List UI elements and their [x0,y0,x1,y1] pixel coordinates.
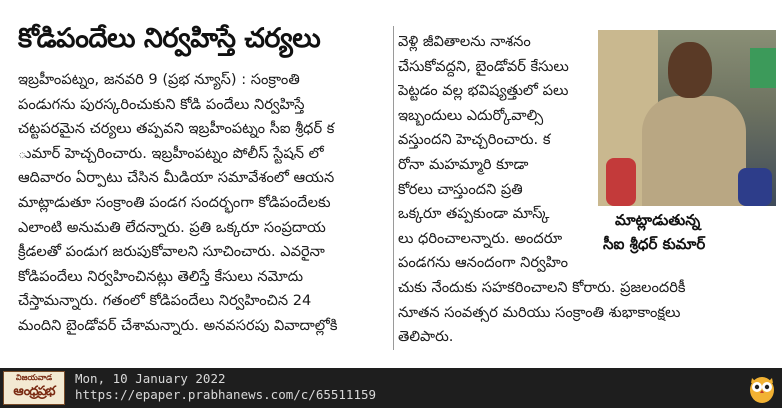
text-line: పెట్టడం వల్ల భవిష్యత్తులో పలు [398,82,569,100]
text-line: వెళ్లి జీవితాలను నాశనం [398,33,531,50]
left-column-text [18,68,388,339]
text-line: చట్టపరమైన చర్యలు తప్పవని ఇబ్రహీంపట్నం సీఐ శ్రీధర్ క [18,120,335,138]
text-line: రోనా మహమ్మారి కూడా [398,155,529,173]
microphone-icon [738,168,772,206]
text-line: నూతన సంవత్సర మరియు సంక్రాంతి శుభాకాంక్షలు [398,303,681,321]
article-middle-column [398,30,598,276]
caption-line: సీఐ శ్రీధర్ కుమార్ [603,235,706,253]
text-line: ఇబ్రహీంపట్నం, జనవరి 9 (ప్రభ న్యూస్) : సంక్రాంతి [18,71,300,88]
officer-uniform [642,96,746,206]
column-divider [393,26,394,350]
text-line: వస్తుందని హెచ్చరించారు. క [398,131,551,149]
logo-edition: విజయవాడ [15,373,53,382]
text-line: కోడిపందేలు నిర్వహించినట్లు తెలిస్తే కేసులు నమోదు [18,267,304,285]
text-line: చేస్తామన్నారు. గతంలో కోడిపందేలు నిర్వహించిన 24 [18,292,312,310]
andhra-prabha-logo [3,371,65,405]
source-url[interactable]: https://epaper.prabhanews.com/c/65511159 [75,387,377,402]
text-line: క్రీడలతో పండుగ జరుపుకోవాలని సూచించారు. ఎవరైనా [18,243,325,261]
press-meet-photo [598,30,776,206]
officer-head [668,42,712,98]
article-left-column [18,22,388,339]
text-line: ఆదివారం ఏర్పాటు చేసిన మీడియా సమావేశంలో ఆయన [18,169,335,187]
text-line: కోరలు చాస్తుందని ప్రతి [398,180,523,198]
text-line: లు ధరించాలన్నారు. అందరూ [398,229,563,247]
article-headline: కోడిపందేలు నిర్వహిస్తే చర్యలు [18,23,321,54]
epaper-footer [0,368,782,408]
text-line: పండగను ఆనందంగా నిర్వహిం [398,254,568,272]
text-line: పండుగను పురస్కరించుకుని కోడి పందేలు నిర్వహిస్తే [18,95,305,113]
edition-date: Mon, 10 January 2022 [75,371,226,386]
photo-background-banner [750,48,776,88]
text-line: మాట్లాడుతూ సంక్రాంతి పండగ సందర్భంగా కోడిపందేలకు [18,193,331,211]
text-line: చుకు నేందుకు సహకరించాలని కోరారు. ప్రజలందరికీ [398,279,686,296]
text-line: ఇబ్బందులు ఎదుర్కోవాల్సి [398,106,544,124]
owl-icon [748,372,776,404]
caption-line: మాట్లాడుతున్న [615,211,701,229]
text-line: చేసుకోవద్దని, బైండోవర్ కేసులు [398,57,569,75]
article-bottom-text [398,276,778,350]
text-line: ఒక్కరూ తప్పకుండా మాస్క్ [398,205,550,223]
photo-caption [603,208,781,256]
text-line: మందిని బైండోవర్ చేశామన్నారు. అనవసరపు వివాదాల్లోకి [18,316,338,334]
footer-meta [75,371,376,403]
text-line: తెలిపారు. [398,328,454,346]
microphone-icon [606,158,636,206]
text-line: ఎలాంటి అనుమతి లేదన్నారు. ప్రతి ఒక్కరూ సంప్రదాయ [18,218,326,236]
logo-title: ఆంధ్రప్రభ [13,384,55,399]
text-line: ుమార్ హెచ్చరించారు. ఇబ్రహీంపట్నం పోలీస్ స్టేషన్ లో [18,144,324,162]
